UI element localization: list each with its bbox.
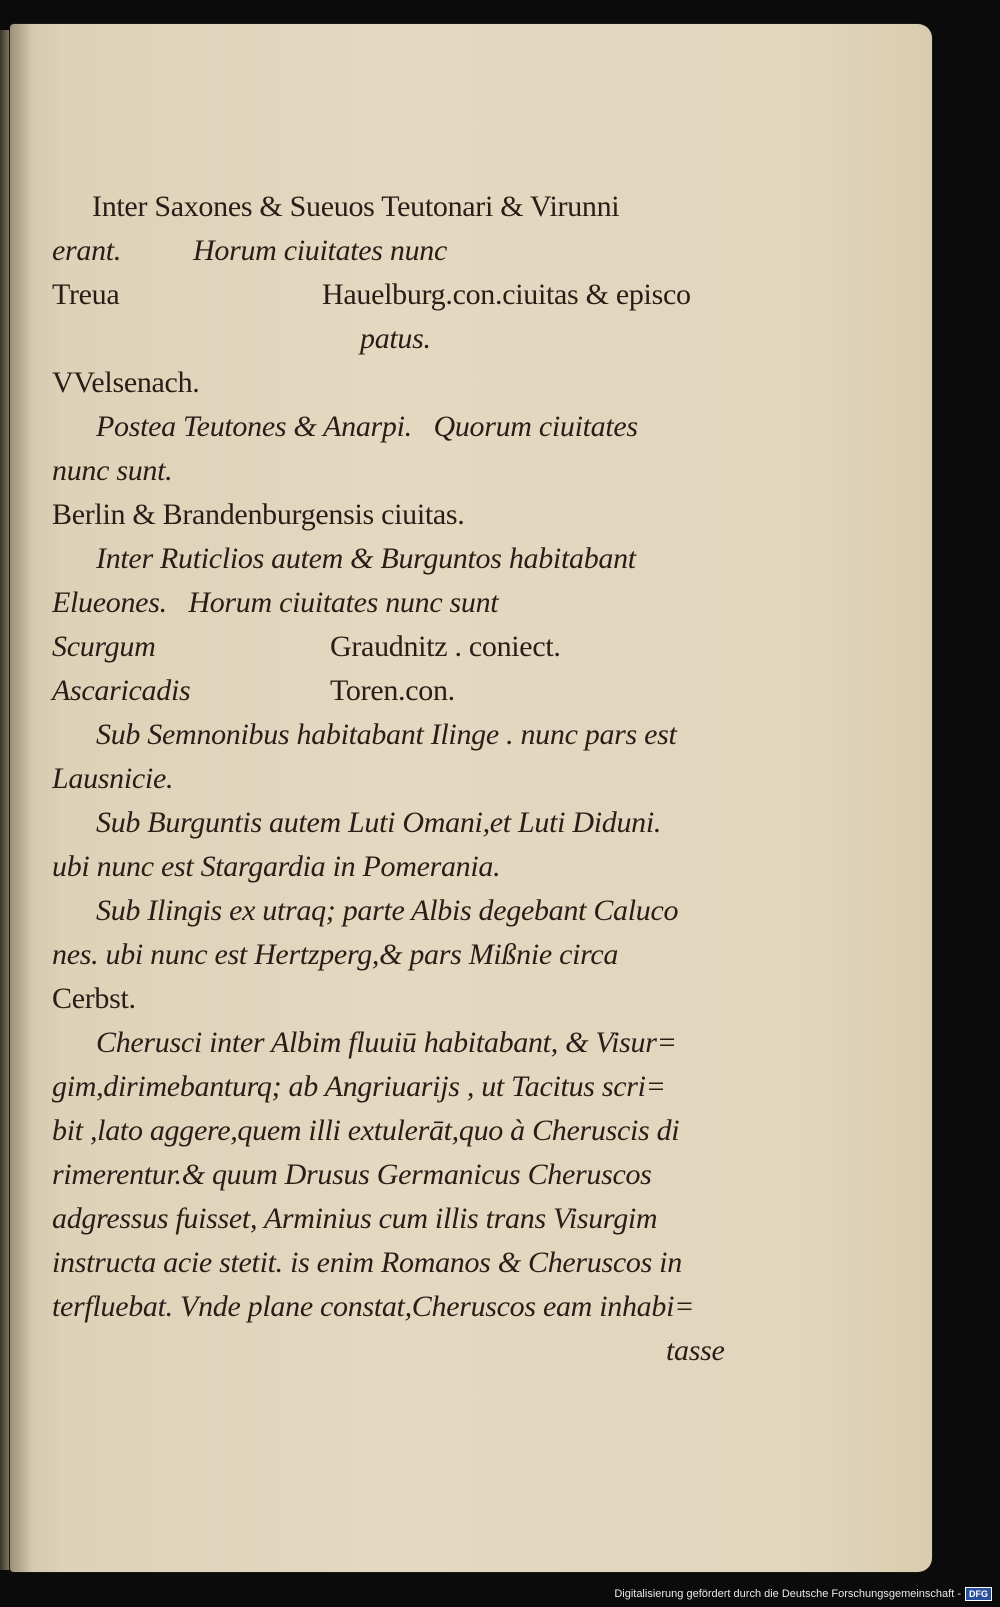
text-line: Elueones. Horum ciuitates nunc sunt [52, 586, 499, 619]
text-line: Toren.con. [330, 674, 455, 707]
text-line: Sub Semnonibus habitabant Ilinge . nunc pars est [96, 718, 677, 751]
text-line: nunc sunt. [52, 454, 173, 487]
text-line: Graudnitz . coniect. [330, 630, 561, 663]
text-line: Inter Ruticlios autem & Burguntos habitabant [96, 542, 636, 575]
text-line: ubi nunc est Stargardia in Pomerania. [52, 850, 501, 883]
text-line: Inter Saxones & Sueuos Teutonari & Virunni [92, 190, 620, 223]
text-line: Hauelburg.con.ciuitas & episco [322, 278, 691, 311]
text-line: Ascaricadis [52, 674, 191, 707]
book-page [10, 24, 932, 1572]
text-line: terfluebat. Vnde plane constat,Cheruscos eam inhabi= [52, 1290, 695, 1323]
text-line: patus. [360, 322, 431, 355]
catchword: tasse [666, 1334, 725, 1367]
text-line: gim,dirimebanturq; ab Angriuarijs , ut Tacitus scri= [52, 1070, 666, 1103]
text-line: Sub Ilingis ex utraq; parte Albis degebant Caluco [96, 894, 679, 927]
text-line: nes. ubi nunc est Hertzperg,& pars Mißnie circa [52, 938, 619, 971]
text-line: bit ,lato aggere,quem illi extulerāt,quo à Cheruscis di [52, 1114, 680, 1147]
text-line: Berlin & Brandenburgensis ciuitas. [52, 498, 465, 531]
text-line: Lausnicie. [52, 762, 174, 795]
text-line: Postea Teutones & Anarpi. Quorum ciuitates [96, 410, 638, 443]
text-line: adgressus fuisset, Arminius cum illis trans Visurgim [52, 1202, 658, 1235]
footer-text: Digitalisierung gefördert durch die Deutsche Forschungsgemeinschaft - [614, 1588, 961, 1600]
dfg-logo-icon: DFG [965, 1587, 992, 1601]
text-line: Sub Burguntis autem Luti Omani,et Luti Diduni. [96, 806, 662, 839]
text-line: Cerbst. [52, 982, 136, 1015]
text-line: instructa acie stetit. is enim Romanos & Cheruscos in [52, 1246, 682, 1279]
text-line: erant. Horum ciuitates nunc [52, 234, 447, 267]
digitization-footer [614, 1587, 992, 1601]
text-line: VVelsenach. [52, 366, 200, 399]
text-line: Cherusci inter Albim fluuiū habitabant, & Visur= [96, 1026, 677, 1059]
text-line: Scurgum [52, 630, 156, 663]
text-line: rimerentur.& quum Drusus Germanicus Cheruscos [52, 1158, 652, 1191]
text-line: Treua [52, 278, 120, 311]
